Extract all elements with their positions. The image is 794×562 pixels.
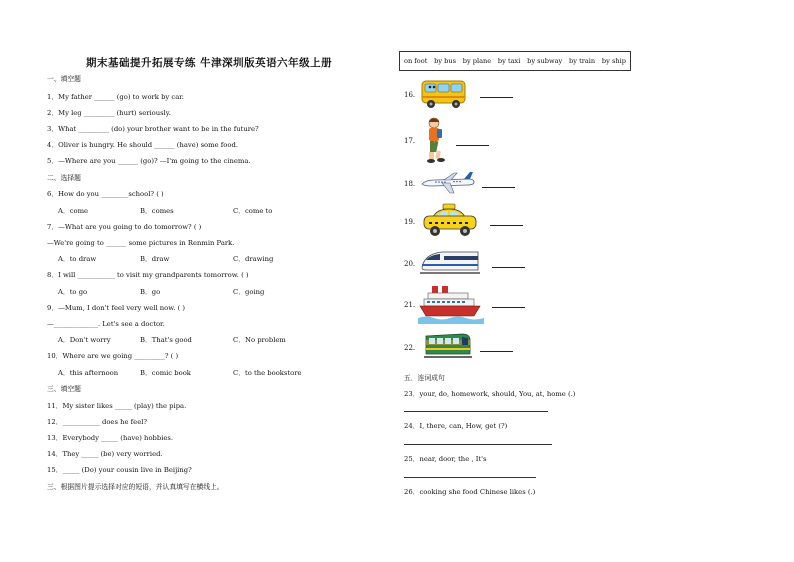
page-title: 期末基础提升拓展专练 牛津深圳版英语六年级上册 <box>86 57 333 69</box>
answer-line-17[interactable] <box>456 145 489 146</box>
section-heading-4: 三、根据图片提示选择对应的短语，并认真填写在横线上。 <box>47 483 224 491</box>
q9-option-b: B．That's good <box>140 336 192 344</box>
q8-option-a: A．to go <box>58 288 88 296</box>
section-heading-2: 二、选择题 <box>47 174 81 182</box>
section-heading-5: 五．连词成句 <box>404 374 445 382</box>
answer-line-16[interactable] <box>480 97 513 98</box>
question-15: 15．_____ (Do) your cousin live in Beijing? <box>47 466 192 474</box>
question-2: 2．My leg _________ (hurt) seriously. <box>47 109 171 117</box>
word-bank-item: by ship <box>601 57 626 65</box>
question-5: 5．—Where are you ______ (go)? —I'm going to the cinema. <box>47 157 251 165</box>
question-25: 25．near, door, the , It's <box>404 455 487 463</box>
question-4: 4．Oliver is hungry. He should ______ (have) some food. <box>47 141 238 149</box>
picture-question-17 <box>404 116 524 166</box>
picture-question-20 <box>404 246 524 282</box>
picture-question-18 <box>404 167 524 203</box>
q9-option-a: A．Don't worry <box>58 336 111 344</box>
q10-option-b: B．comic book <box>140 369 191 377</box>
plane-icon <box>420 169 476 195</box>
answer-line-22[interactable] <box>480 351 513 352</box>
answer-line-25[interactable] <box>404 477 536 478</box>
answer-line-20[interactable] <box>492 267 525 268</box>
q8-option-c: C．going <box>233 288 265 296</box>
q6-option-c: C．come to <box>233 207 273 215</box>
picture-question-22 <box>404 330 524 366</box>
word-bank-item: by train <box>569 57 596 65</box>
q10-option-c: C．to the bookstore <box>233 369 302 377</box>
q9-option-c: C．No problem <box>233 336 286 344</box>
answer-line-21[interactable] <box>492 307 525 308</box>
q7-option-c: C．drawing <box>233 255 274 263</box>
question-11: 11．My sister likes _____ (play) the pipa. <box>47 402 187 410</box>
section-heading-3: 三、填空题 <box>47 385 81 393</box>
question-8: 8．I will ___________ to visit my grandparents tomorrow. ( ) <box>47 271 249 279</box>
question-23: 23．your, do, homework, should, You, at, home (.) <box>404 390 576 398</box>
question-number: 19. <box>404 218 416 226</box>
taxi-icon <box>421 203 479 239</box>
question-9-line-2: —_____________. Let's see a doctor. <box>47 320 165 328</box>
question-number: 18. <box>404 180 416 188</box>
word-bank-item: by taxi <box>497 57 521 65</box>
question-number: 17. <box>404 137 416 145</box>
word-bank-item: by subway <box>527 57 563 65</box>
question-7-line-2: —We're going to ______ some pictures in Renmin Park. <box>47 239 235 247</box>
question-12: 12．___________ does he feel? <box>47 418 148 426</box>
picture-question-16 <box>404 76 524 112</box>
subway-icon <box>424 330 472 362</box>
question-6: 6．How do you ________school? ( ) <box>47 190 164 198</box>
high-speed-train-icon <box>420 248 480 276</box>
answer-line-18[interactable] <box>482 187 515 188</box>
question-9: 9．—Mum, I don't feel very well now. ( ) <box>47 304 186 312</box>
picture-question-19 <box>404 203 524 241</box>
q6-option-a: A．come <box>58 207 89 215</box>
question-3: 3．What _________ (do) your brother want to be in the future? <box>47 125 259 133</box>
section-heading-1: 一、填空题 <box>47 75 81 83</box>
q10-option-a: A．this afternoon <box>58 369 119 377</box>
answer-line-19[interactable] <box>490 225 523 226</box>
q7-option-b: B．draw <box>140 255 170 263</box>
bus-icon <box>420 78 468 110</box>
question-10: 10．Where are we going _________? ( ) <box>47 352 179 360</box>
word-bank-box <box>399 51 631 71</box>
word-bank-item: on foot <box>404 57 428 65</box>
word-bank-item: by bus <box>434 57 456 65</box>
question-number: 22. <box>404 344 416 352</box>
question-14: 14．They _____ (be) very worried. <box>47 450 163 458</box>
answer-line-23[interactable] <box>404 411 548 412</box>
q7-option-a: A．to draw <box>58 255 97 263</box>
question-24: 24．I, there, can, How, get (?) <box>404 422 508 430</box>
question-1: 1．My father ______ (go) to work by car. <box>47 93 184 101</box>
question-7: 7．—What are you going to do tomorrow? ( ) <box>47 223 202 231</box>
answer-line-24[interactable] <box>404 444 552 445</box>
question-26: 26．cooking she food Chinese likes (.) <box>404 488 536 496</box>
q6-option-b: B．comes <box>140 207 174 215</box>
q8-option-b: B．go <box>140 288 161 296</box>
question-number: 21. <box>404 301 416 309</box>
walking-boy-icon <box>422 116 446 164</box>
question-number: 16. <box>404 91 416 99</box>
question-number: 20. <box>404 260 416 268</box>
word-bank-item: by plane <box>462 57 492 65</box>
picture-question-21 <box>404 284 524 326</box>
question-13: 13．Everybody _____ (have) hobbies. <box>47 434 174 442</box>
ship-icon <box>418 284 484 324</box>
